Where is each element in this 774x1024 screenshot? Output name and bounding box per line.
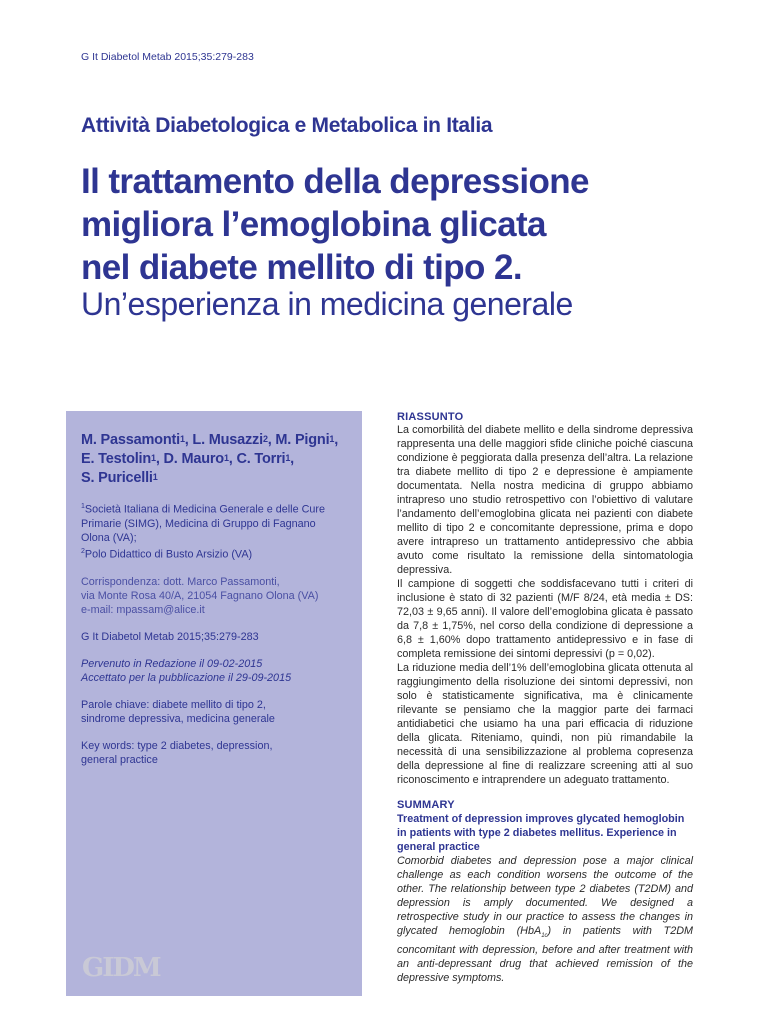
affiliation-sup: 1 xyxy=(81,503,85,510)
author-separator: , xyxy=(228,451,237,467)
correspondence-line: via Monte Rosa 40/A, 21054 Fagnano Olona (VA) xyxy=(81,590,319,603)
author-separator: , xyxy=(290,451,294,467)
author-name: E. Testolin xyxy=(81,451,152,467)
riassunto-paragraph: Il campione di soggetti che soddisfacevano tutti i criteri di inclusione è stato di 32 pazienti (M/F 8/24, età media ± DS: 72,03 ± 9,65 anni). Il valore dell’emoglobina glicata è passato da 7,8 ± 1,75%, nel corso della condizione di depressione a 6,8 ± 1,60% dopo trattamento antidepressivo e in fase di completa remissione dei sintomi depressivi (p = 0,02). xyxy=(397,578,693,660)
correspondence xyxy=(81,575,347,617)
author-affiliation-sup: 1 xyxy=(152,472,158,482)
accepted-date: Accettato per la pubblicazione il 29-09-2015 xyxy=(81,672,292,685)
section-title: Attività Diabetologica e Metabolica in Italia xyxy=(81,114,493,137)
keywords-italian xyxy=(81,698,347,726)
article-subtitle: Un’esperienza in medicina generale xyxy=(81,286,573,322)
gidm-logo xyxy=(82,952,166,982)
article-title xyxy=(81,160,701,289)
author-name: S. Puricelli xyxy=(81,470,153,486)
author-separator: , xyxy=(184,432,193,448)
article-title-line: Il trattamento della depressione xyxy=(81,162,589,201)
affiliation-sup: 2 xyxy=(81,547,85,555)
author-name: M. Passamonti xyxy=(81,432,180,448)
running-head: G It Diabetol Metab 2015;35:279-283 xyxy=(81,51,254,63)
author-affiliation-sup: 1 xyxy=(179,434,185,444)
author-name: D. Mauro xyxy=(163,451,224,467)
citation: G It Diabetol Metab 2015;35:279-283 xyxy=(81,631,259,644)
article-info-panel xyxy=(66,411,362,996)
submission-dates xyxy=(81,657,347,685)
author-name: M. Pigni xyxy=(275,432,330,448)
abstract-column xyxy=(397,411,693,985)
author-name: C. Torri xyxy=(236,451,286,467)
author-list xyxy=(81,431,347,488)
summary-text: ) in patients with T2DM concomitant with depression, before and after treatment with an anti-depressant drug that achieved remission of the depressive symptoms. xyxy=(397,925,694,985)
author-affiliation-sup: 2 xyxy=(262,434,268,444)
riassunto-paragraph: La riduzione media dell’1% dell’emoglobina glicata ottenuta al raggiungimento della risoluzione dei sintomi depressivi, non solo è statisticamente significativa, ma è clinicamente rilevante se pensiamo che la maggior parte dei farmaci antidiabetici che usiamo ha una pari efficacia di riduzione della glicata. Riteniamo, quindi, non più rimandabile la necessità di una sensibilizzazione al problema copresenza della depressione al fine di realizzare screening atti al suo riconoscimento e intraprendere un adeguato trattamento. xyxy=(397,662,693,786)
summary-title: Treatment of depression improves glycated hemoglobin in patients with type 2 diabetes mellitus. Experience in general practice xyxy=(397,813,685,853)
affiliations xyxy=(81,500,347,561)
riassunto-paragraph: La comorbilità del diabete mellito e della sindrome depressiva rappresenta una delle maggiori sfide cliniche poiché ciascuna condizione è peggiorata dalla presenza dell’altra. La relazione tra diabete mellito di tipo 2 e depressione è ampiamente documentata. Nella nostra medicina di gruppo abbiamo intrapreso uno studio retrospettivo con l’obiettivo di valutare l’andamento dell’emoglobina glicata nei pazienti con diabete mellito di tipo 2 e concomitante depressione, prima e dopo avere intrapreso un trattamento antidepressivo che abbia avuto come risultato la remissione della sintomatologia depressiva. xyxy=(397,424,693,576)
author-affiliation-sup: 1 xyxy=(329,434,335,444)
author-name: L. Musazzi xyxy=(192,432,263,448)
author-affiliation-sup: 1 xyxy=(223,453,229,463)
summary-text: Comorbid diabetes and depression pose a major clinical challenge as each condition worsens the outcome of the other. The relationship between type 2 diabetes (T2DM) and depression is amply documented. We designed a retrospective study in our practice to assess the changes in glycated hemoglobin (HbA xyxy=(397,855,693,937)
received-date: Pervenuto in Redazione il 09-02-2015 xyxy=(81,658,263,671)
correspondence-email[interactable]: e-mail: mpassam@alice.it xyxy=(81,604,205,617)
author-affiliation-sup: 1 xyxy=(285,453,291,463)
author-separator: , xyxy=(155,451,164,467)
gidm-logo-text: GIDM xyxy=(82,953,160,982)
affiliation-1 xyxy=(81,500,347,545)
affiliation-2 xyxy=(81,545,347,562)
author-affiliation-sup: 1 xyxy=(151,453,156,463)
summary-body xyxy=(397,854,693,985)
author-separator: , xyxy=(334,432,339,448)
affiliation-text: Polo Didattico di Busto Arsizio (VA) xyxy=(84,548,253,561)
riassunto-heading: RIASSUNTO xyxy=(397,411,464,423)
keywords-line: sindrome depressiva, medicina generale xyxy=(81,713,275,726)
riassunto-body xyxy=(397,423,693,787)
keywords-line: general practice xyxy=(81,754,158,767)
article-title-line: migliora l’emoglobina glicata xyxy=(81,205,546,244)
summary-heading: SUMMARY xyxy=(397,799,455,811)
correspondence-line: Corrispondenza: dott. Marco Passamonti, xyxy=(81,576,280,589)
summary-subscript: 1c xyxy=(541,933,548,940)
keywords-line: Parole chiave: diabete mellito di tipo 2, xyxy=(81,699,266,712)
keywords-line: Key words: type 2 diabetes, depression, xyxy=(81,740,273,753)
article-title-line: nel diabete mellito di tipo 2. xyxy=(81,248,522,287)
affiliation-text: Società Italiana di Medicina Generale e delle Cure Primarie (SIMG), Medicina di Gruppo di Fagnano Olona (VA); xyxy=(81,503,325,544)
keywords-english xyxy=(81,739,347,767)
author-separator: , xyxy=(267,432,276,448)
